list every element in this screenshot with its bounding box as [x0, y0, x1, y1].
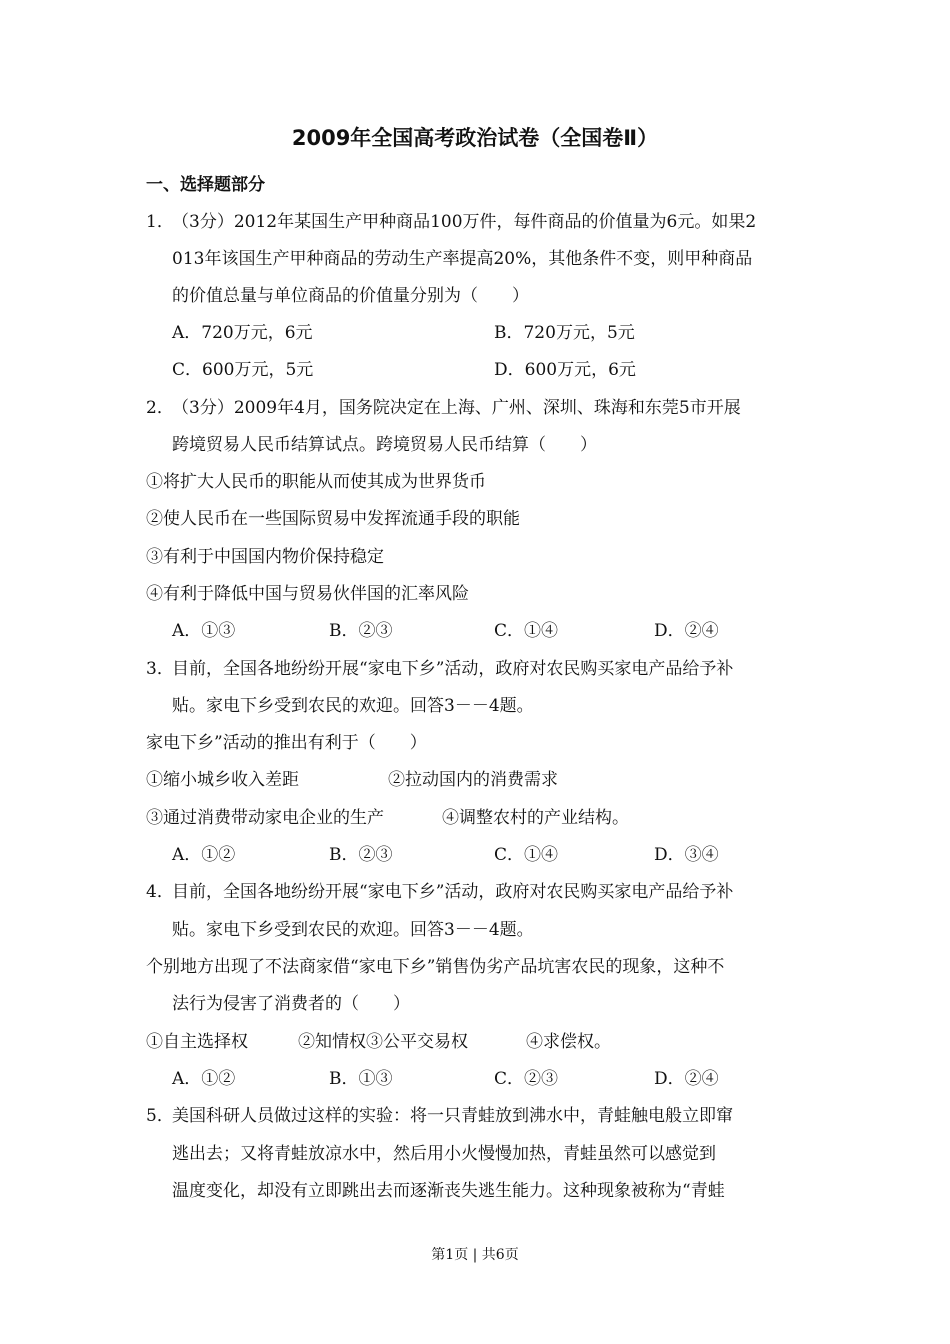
question-3-statement-3: ③通过消费带动家电企业的生产 [146, 808, 384, 828]
question-1-number: 1． [146, 212, 174, 232]
question-1-option-c: C．600万元，5元 [172, 360, 314, 380]
question-4-line-3: 个别地方出现了不法商家借“家电下乡”销售伪劣产品坑害农民的现象，这种不 [146, 957, 725, 977]
question-2-statement-4: ④有利于降低中国与贸易伙伴国的汇率风险 [146, 584, 469, 604]
question-4-option-c: C．②③ [494, 1069, 559, 1089]
question-4-option-a: A．①② [172, 1069, 236, 1089]
question-4-statement-3: ④求偿权。 [526, 1032, 611, 1052]
question-3-option-b: B．②③ [329, 845, 393, 865]
question-3-option-a: A．①② [172, 845, 236, 865]
question-1-option-a: A．720万元，6元 [172, 323, 313, 343]
question-4-number: 4． [146, 882, 174, 902]
question-3-statement-2: ②拉动国内的消费需求 [388, 770, 558, 790]
question-1-option-d: D．600万元，6元 [494, 360, 636, 380]
question-5-line-3: 温度变化，却没有立即跳出去而逐渐丧失逃生能力。这种现象被称为“青蛙 [172, 1181, 725, 1201]
page-footer: 第1页 | 共6页 [431, 1247, 519, 1263]
question-2-option-c: C．①④ [494, 621, 559, 641]
question-1-line-1: 1．（3分）2012年某国生产甲种商品100万件，每件商品的价值量为6元。如果2 [146, 212, 757, 232]
question-3-number: 3． [146, 659, 174, 679]
question-3-line-2: 贴。家电下乡受到农民的欢迎。回答3－－4题。 [172, 696, 534, 716]
question-5-number: 5． [146, 1106, 174, 1126]
question-2-option-a: A．①③ [172, 621, 236, 641]
question-2-statement-3: ③有利于中国国内物价保持稳定 [146, 547, 384, 567]
question-5-line-2: 逃出去；又将青蛙放凉水中，然后用小火慢慢加热，青蛙虽然可以感觉到 [172, 1144, 716, 1164]
question-3-option-c: C．①④ [494, 845, 559, 865]
question-1-line-3: 的价值总量与单位商品的价值量分别为（ ） [172, 286, 529, 306]
question-2-option-b: B．②③ [329, 621, 393, 641]
question-5-line-1: 5．美国科研人员做过这样的实验：将一只青蛙放到沸水中，青蛙触电般立即窜 [146, 1106, 733, 1126]
question-4-option-d: D．②④ [654, 1069, 719, 1089]
question-3-statement-4: ④调整农村的产业结构。 [442, 808, 629, 828]
question-4-line-2: 贴。家电下乡受到农民的欢迎。回答3－－4题。 [172, 920, 534, 940]
question-3-line-1: 3．目前，全国各地纷纷开展“家电下乡”活动，政府对农民购买家电产品给予补 [146, 659, 734, 679]
question-4-line-4: 法行为侵害了消费者的（ ） [172, 994, 410, 1014]
question-3-statement-1: ①缩小城乡收入差距 [146, 770, 299, 790]
question-1-line-2: 013年该国生产甲种商品的劳动生产率提高20%，其他条件不变，则甲种商品 [172, 249, 753, 269]
question-3-line-3: 家电下乡”活动的推出有利于（ ） [146, 733, 427, 753]
question-4-line-1: 4．目前，全国各地纷纷开展“家电下乡”活动，政府对农民购买家电产品给予补 [146, 882, 734, 902]
question-4-option-b: B．①③ [329, 1069, 393, 1089]
question-1-option-b: B．720万元，5元 [494, 323, 635, 343]
question-2-statement-1: ①将扩大人民币的职能从而使其成为世界货币 [146, 472, 486, 492]
section-heading: 一、选择题部分 [146, 175, 265, 195]
question-2-number: 2． [146, 398, 174, 418]
question-4-statement-1: ①自主选择权 [146, 1032, 248, 1052]
page-title: 2009年全国高考政治试卷（全国卷Ⅱ） [291, 126, 659, 150]
question-2-option-d: D．②④ [654, 621, 719, 641]
question-2-statement-2: ②使人民币在一些国际贸易中发挥流通手段的职能 [146, 509, 520, 529]
question-4-statement-2: ②知情权③公平交易权 [298, 1032, 468, 1052]
question-2-line-1: 2．（3分）2009年4月，国务院决定在上海、广州、深圳、珠海和东莞5市开展 [146, 398, 741, 418]
question-2-line-2: 跨境贸易人民币结算试点。跨境贸易人民币结算（ ） [172, 435, 597, 455]
question-3-option-d: D．③④ [654, 845, 719, 865]
